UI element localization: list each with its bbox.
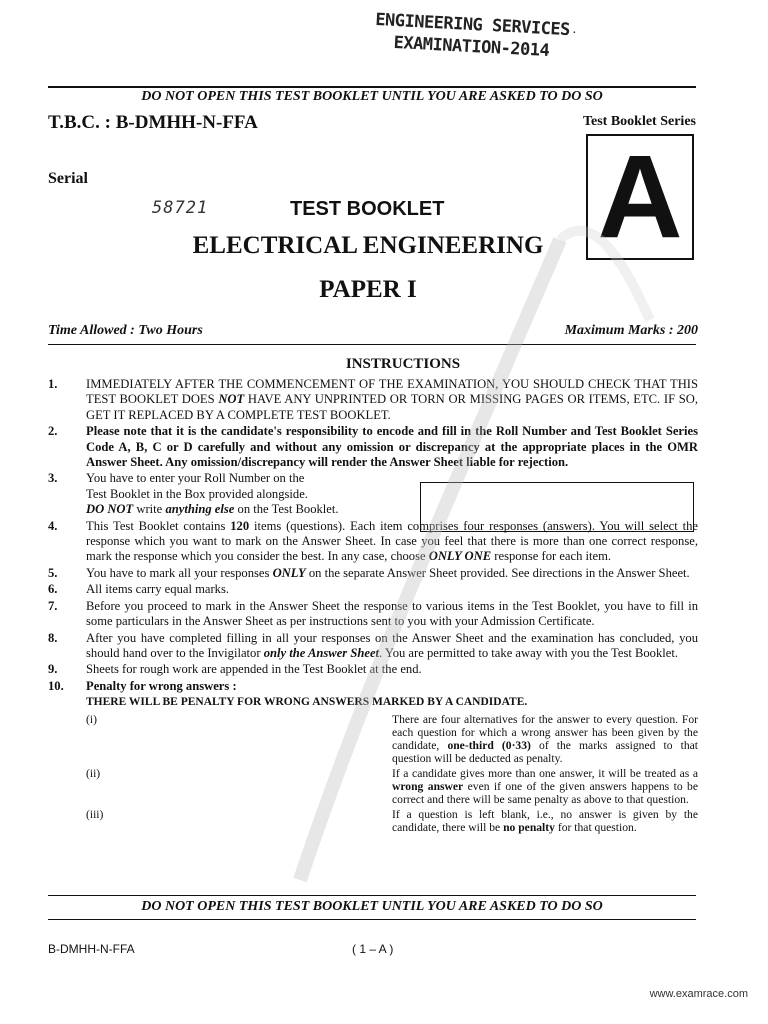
paper-title: PAPER I (319, 276, 417, 303)
instructions-heading: INSTRUCTIONS (345, 356, 461, 372)
booklet-code: T.B.C. : B-DMHH-N-FFA (48, 112, 258, 133)
stamp-dot: · (572, 26, 577, 41)
footer-code: B-DMHH-N-FFA (48, 942, 135, 956)
serial-label: Serial (48, 170, 88, 187)
series-letter: A (597, 131, 683, 263)
instruction-7: 7. Before you proceed to mark in the Answer Sheet the response to various items in the Test Booklet, you have to fill in some particulars in the Answer Sheet as per instructions sent to you with your Admission Certificate. (48, 598, 698, 629)
instruction-5: 5. You have to mark all your responses ONLY on the separate Answer Sheet provided. See directions in the Answer Sheet. (48, 565, 690, 580)
subject-title: ELECTRICAL ENGINEERING (192, 232, 544, 259)
bottom-rule (48, 919, 696, 920)
instruction-4: 4. This Test Booklet contains 120 items (questions). Each item comprises four responses (answers). You will select the response which you want to mark on the Answer Sheet. In case you feel that there is more than one correct response, mark the response which you consider the best. In any case, choose ONLY ONE response for each item. (48, 518, 698, 564)
booklet-title: TEST BOOKLET (290, 198, 445, 220)
instruction-10: 10. Penalty for wrong answers : THERE WILL BE PENALTY FOR WRONG ANSWERS MARKED BY A CANDIDATE. (i) There are four alternatives for the answer to every question. For each question for which a wrong answer has been given by the candidate, one-third (0·33) of the marks assigned to that question will be deducted as penalty. (ii) If a candidate gives more than one answer, it will be treated as a wrong answer even if one of the given answers happens to be correct and there will be same penalty as above to that question. (iii) If a question is left blank, i.e., no answer is given by the candidate, there will be no penalty for that question. (48, 678, 698, 834)
penalty-rule-1: (i) There are four alternatives for the answer to every question. For each question for which a wrong answer has been given by the candidate, one-third (0·33) of the marks assigned to that question will be deducted as penalty. (86, 712, 698, 765)
instruction-8: 8. After you have completed filling in all your responses on the Answer Sheet and the examination has concluded, you should hand over to the Invigilator only the Answer Sheet. You are permitted to take away with you the Test Booklet. (48, 630, 698, 660)
penalty-rule-3: (iii) If a question is left blank, i.e., no answer is given by the candidate, there will be no penalty for that question. (86, 807, 698, 834)
bottom-rule-top (48, 895, 696, 896)
instruction-3: 3. You have to enter your Roll Number on the Test Booklet in the Box provided alongside. DO NOT write anything else on the Test Booklet. (48, 471, 339, 517)
serial-number: 58721 (152, 198, 209, 218)
time-rule (48, 344, 696, 345)
footer-url[interactable]: www.examrace.com (649, 988, 748, 1000)
instruction-6: 6. All items carry equal marks. (48, 582, 230, 597)
penalty-rule-2: (ii) If a candidate gives more than one answer, it will be treated as a wrong answer even if one of the given answers happens to be correct and there will be same penalty as above to that question. (86, 766, 698, 806)
time-allowed: Time Allowed : Two Hours (48, 323, 203, 338)
top-rule (48, 86, 696, 88)
warning-top: DO NOT OPEN THIS TEST BOOKLET UNTIL YOU ARE ASKED TO DO SO (141, 89, 603, 104)
series-label: Test Booklet Series (582, 114, 696, 129)
warning-bottom: DO NOT OPEN THIS TEST BOOKLET UNTIL YOU ARE ASKED TO DO SO (141, 899, 603, 914)
stamp-line-2: EXAMINATION-2014 (393, 32, 550, 62)
stamp-line-1: ENGINEERING SERVICES (374, 9, 571, 41)
instruction-9: 9. Sheets for rough work are appended in the Test Booklet at the end. (48, 662, 422, 677)
instructions-list (48, 377, 698, 837)
instruction-1: 1. IMMEDIATELY AFTER THE COMMENCEMENT OF THE EXAMINATION, YOU SHOULD CHECK THAT THIS TEST BOOKLET DOES NOT HAVE ANY UNPRINTED OR TORN OR MISSING PAGES OR ITEMS, ETC. IF SO, GET IT REPLACED BY A COMPLETE TEST BOOKLET. (48, 377, 699, 422)
footer-page: ( 1 – A ) (352, 942, 394, 956)
exam-stamp (371, 9, 573, 63)
instruction-2: 2. Please note that it is the candidate's responsibility to encode and fill in the Roll Number and Test Booklet Series Code A, B, C or D carefully and without any omission or discrepancy at the appropriate places in the OMR Answer Sheet. Any omission/discrepancy will render the Answer Sheet liable for rejection. (48, 424, 698, 470)
maximum-marks: Maximum Marks : 200 (564, 323, 698, 338)
